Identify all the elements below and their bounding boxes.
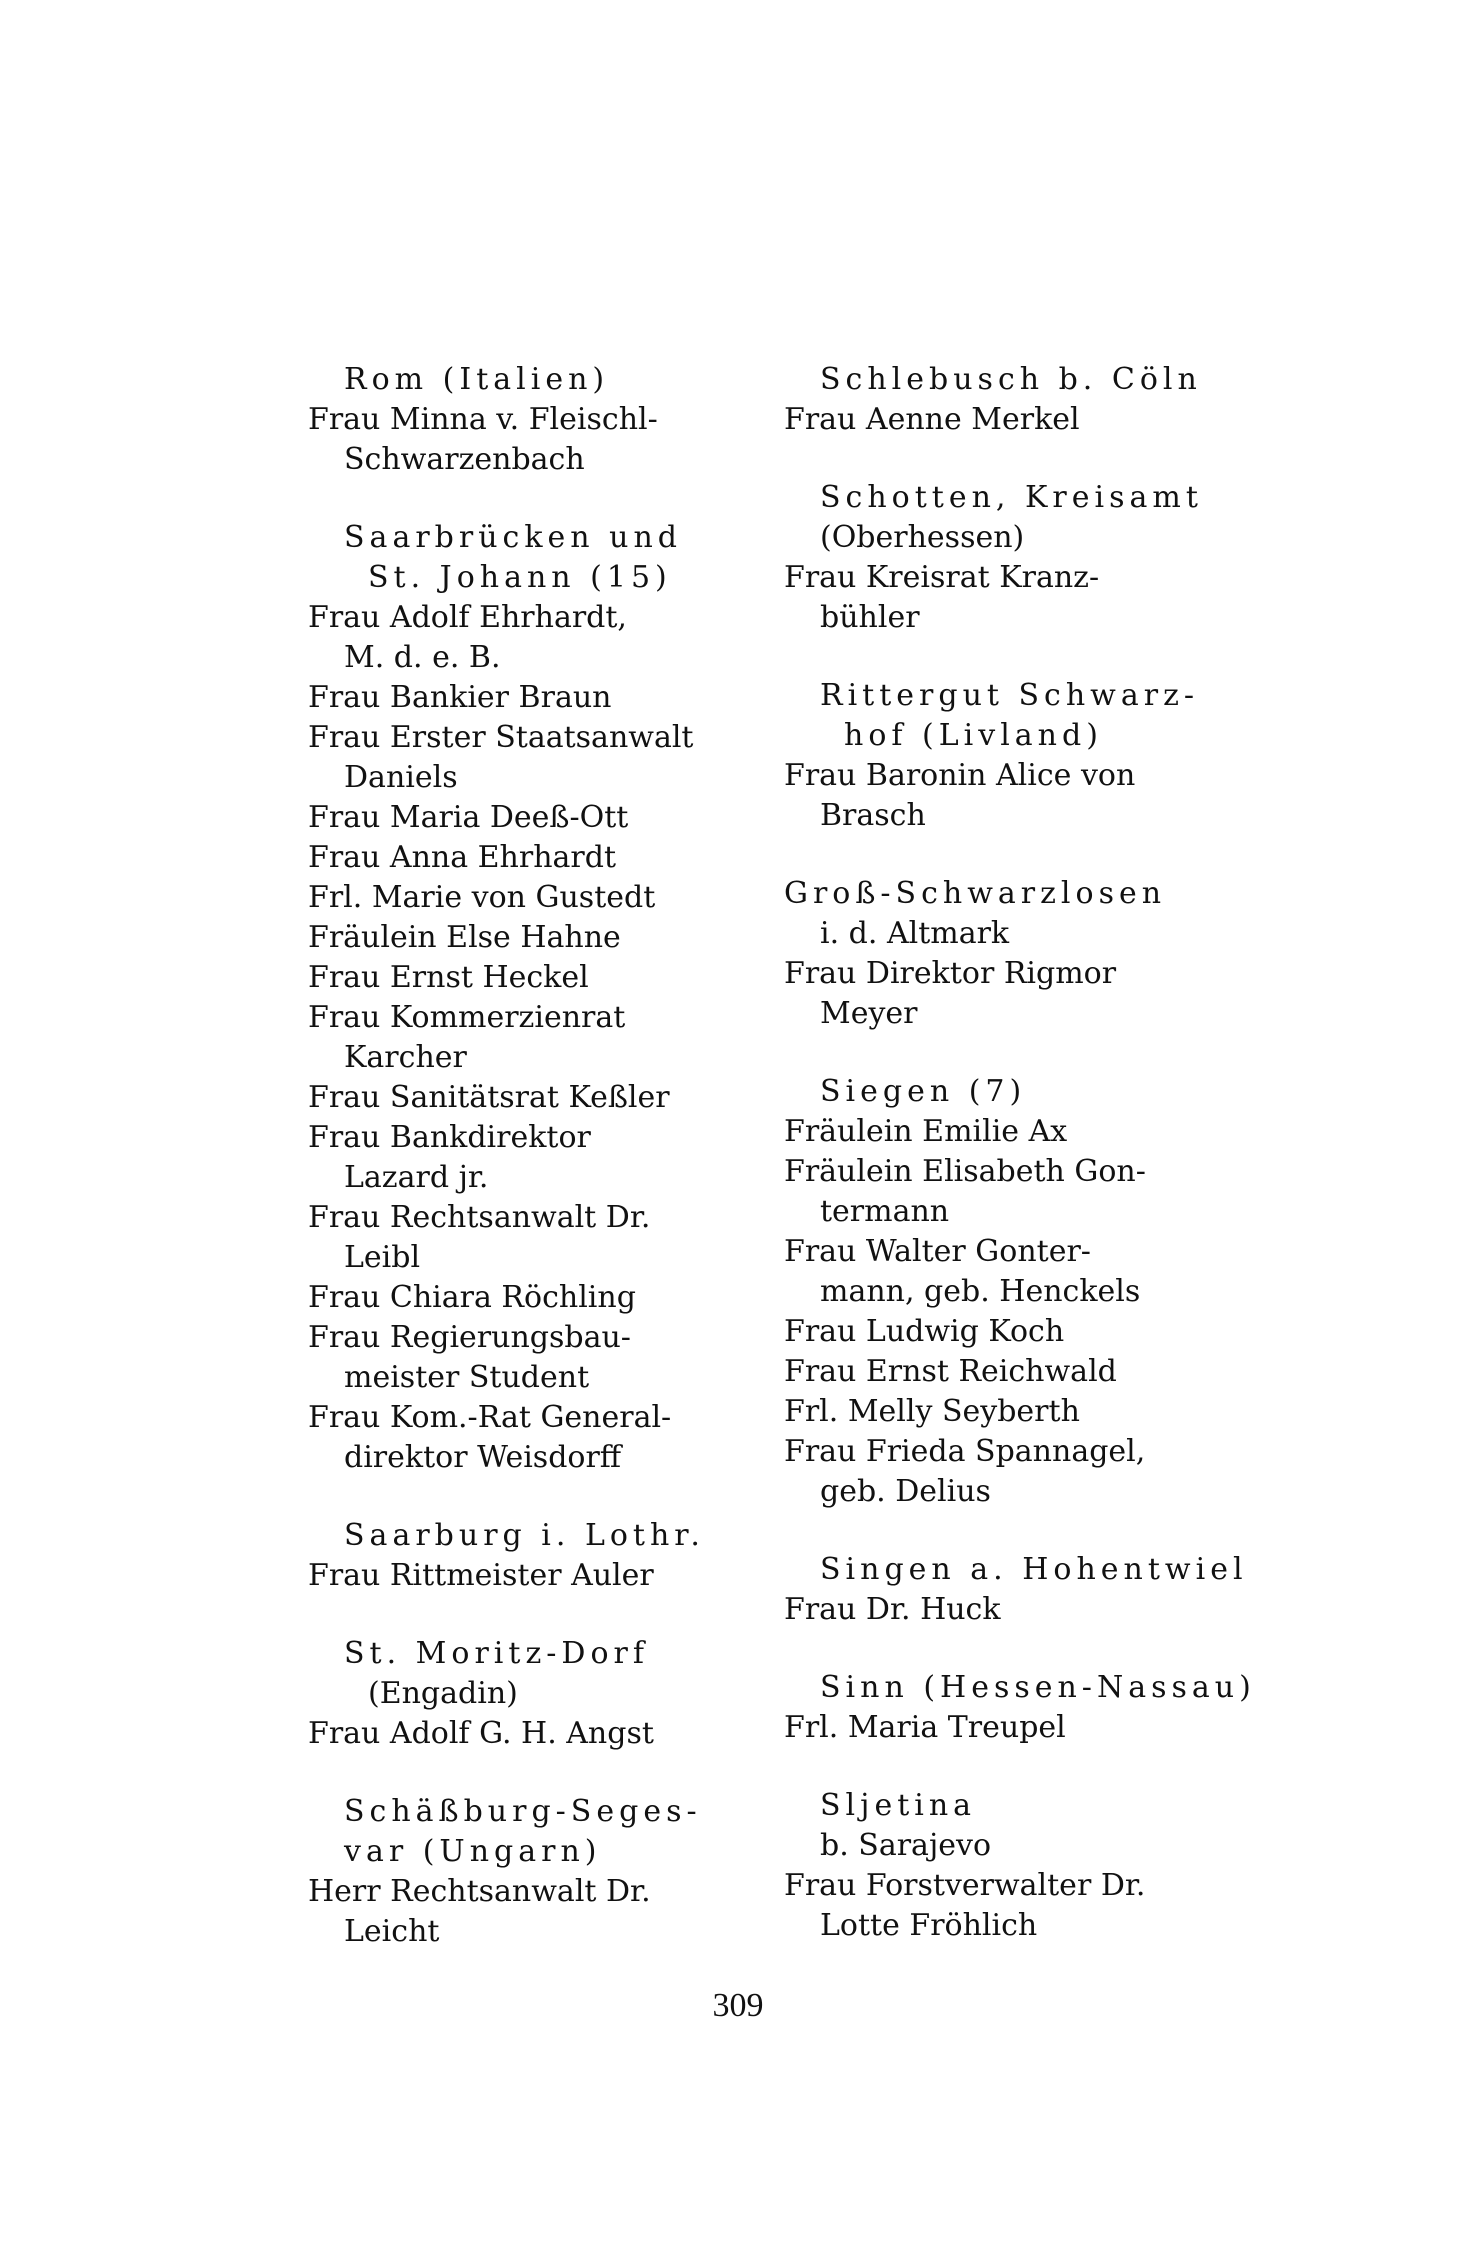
entry: Frau Chiara Röchling xyxy=(308,1280,636,1315)
entry: Frau Regierungsbau- xyxy=(308,1320,631,1355)
entry: Frau Maria Deeß-Ott xyxy=(308,800,629,835)
section-rom xyxy=(308,360,748,480)
place-heading: Schäßburg-Seges- xyxy=(344,1794,702,1829)
place-heading: Saarburg i. Lothr. xyxy=(344,1518,705,1553)
right-column xyxy=(784,360,1256,1946)
section-singen xyxy=(784,1550,1248,1630)
entry: Frau Ludwig Koch xyxy=(784,1314,1065,1349)
section-st-moritz xyxy=(308,1634,748,1754)
place-heading-continuation: (Engadin) xyxy=(368,1676,518,1711)
entry-continuation: M. d. e. B. xyxy=(344,640,501,675)
place-heading-continuation: b. Sarajevo xyxy=(820,1828,992,1863)
place-heading: Saarbrücken und xyxy=(344,520,682,555)
entry: Frau Forstverwalter Dr. xyxy=(784,1868,1146,1903)
entry: Frau Sanitätsrat Keßler xyxy=(308,1080,670,1115)
section-saarburg xyxy=(308,1516,748,1596)
left-column xyxy=(308,360,748,1952)
place-heading: Rom (Italien) xyxy=(344,362,610,397)
place-heading: Singen a. Hohentwiel xyxy=(820,1552,1248,1587)
entry-continuation: Schwarzenbach xyxy=(344,442,585,477)
place-heading: St. Moritz-Dorf xyxy=(344,1636,649,1671)
place-heading-continuation: (Oberhessen) xyxy=(820,520,1025,555)
entry: Frau Bankdirektor xyxy=(308,1120,591,1155)
entry: Frau Frieda Spannagel, xyxy=(784,1434,1146,1469)
section-siegen xyxy=(784,1072,1224,1512)
section-schotten xyxy=(784,478,1224,638)
section-sinn xyxy=(784,1668,1256,1748)
entry: Frl. Maria Treupel xyxy=(784,1710,1066,1745)
place-heading-continuation: hof (Livland) xyxy=(844,718,1103,753)
entry: Frau Dr. Huck xyxy=(784,1592,1001,1627)
page-number: 309 xyxy=(712,1987,764,2024)
entry: Frau Adolf Ehrhardt, xyxy=(308,600,627,635)
place-heading: Schlebusch b. Cöln xyxy=(820,362,1202,397)
entry-continuation: Karcher xyxy=(344,1040,467,1075)
place-heading: Schotten, Kreisamt xyxy=(820,480,1203,515)
entry: Frl. Marie von Gustedt xyxy=(308,880,656,915)
place-heading-continuation: var (Ungarn) xyxy=(344,1834,602,1869)
entry-continuation: mann, geb. Henckels xyxy=(820,1274,1141,1309)
entry: Frau Bankier Braun xyxy=(308,680,612,715)
section-schaessburg xyxy=(308,1792,748,1952)
entry: Frau Ernst Heckel xyxy=(308,960,589,995)
entry: Frau Ernst Reichwald xyxy=(784,1354,1117,1389)
entry-continuation: Daniels xyxy=(344,760,458,795)
place-heading: Rittergut Schwarz- xyxy=(820,678,1200,713)
entry: Fräulein Elisabeth Gon- xyxy=(784,1154,1146,1189)
entry-continuation: Lazard jr. xyxy=(344,1160,489,1195)
section-sljetina xyxy=(784,1786,1224,1946)
entry: Frl. Melly Seyberth xyxy=(784,1394,1080,1429)
section-gross-schwarzlosen xyxy=(784,874,1224,1034)
entry: Herr Rechtsanwalt Dr. xyxy=(308,1874,651,1909)
entry: Frau Rechtsanwalt Dr. xyxy=(308,1200,651,1235)
entry-continuation: meister Student xyxy=(344,1360,590,1395)
section-rittergut xyxy=(784,676,1224,836)
entry: Frau Baronin Alice von xyxy=(784,758,1136,793)
section-saarbruecken xyxy=(308,518,748,1478)
place-heading: Groß-Schwarzlosen xyxy=(784,876,1167,911)
entry-continuation: termann xyxy=(820,1194,950,1229)
entry-continuation: Lotte Fröhlich xyxy=(820,1908,1038,1943)
entry: Fräulein Emilie Ax xyxy=(784,1114,1068,1149)
entry-continuation: direktor Weisdorff xyxy=(344,1440,622,1475)
place-heading: Siegen (7) xyxy=(820,1074,1027,1109)
entry: Frau Walter Gonter- xyxy=(784,1234,1091,1269)
entry-continuation: geb. Delius xyxy=(820,1474,991,1509)
entry: Frau Rittmeister Auler xyxy=(308,1558,654,1593)
entry-continuation: Brasch xyxy=(820,798,926,833)
entry: Frau Aenne Merkel xyxy=(784,402,1080,437)
section-schlebusch xyxy=(784,360,1224,440)
entry: Frau Minna v. Fleischl- xyxy=(308,402,658,437)
entry: Frau Direktor Rigmor xyxy=(784,956,1117,991)
entry-continuation: Leicht xyxy=(344,1914,440,1949)
entry: Frau Adolf G. H. Angst xyxy=(308,1716,654,1751)
entry: Frau Kreisrat Kranz- xyxy=(784,560,1100,595)
entry: Fräulein Else Hahne xyxy=(308,920,621,955)
entry-continuation: Meyer xyxy=(820,996,918,1031)
place-heading: Sinn (Hessen-Nassau) xyxy=(820,1670,1256,1705)
entry: Frau Anna Ehrhardt xyxy=(308,840,616,875)
place-heading-continuation: St. Johann (15) xyxy=(368,560,672,595)
entry: Frau Erster Staatsanwalt xyxy=(308,720,694,755)
place-heading-continuation: i. d. Altmark xyxy=(820,916,1010,951)
entry: Frau Kom.-Rat General- xyxy=(308,1400,672,1435)
entry-continuation: Leibl xyxy=(344,1240,421,1275)
entry: Frau Kommerzienrat xyxy=(308,1000,626,1035)
entry-continuation: bühler xyxy=(820,600,920,635)
place-heading: Sljetina xyxy=(820,1788,977,1823)
